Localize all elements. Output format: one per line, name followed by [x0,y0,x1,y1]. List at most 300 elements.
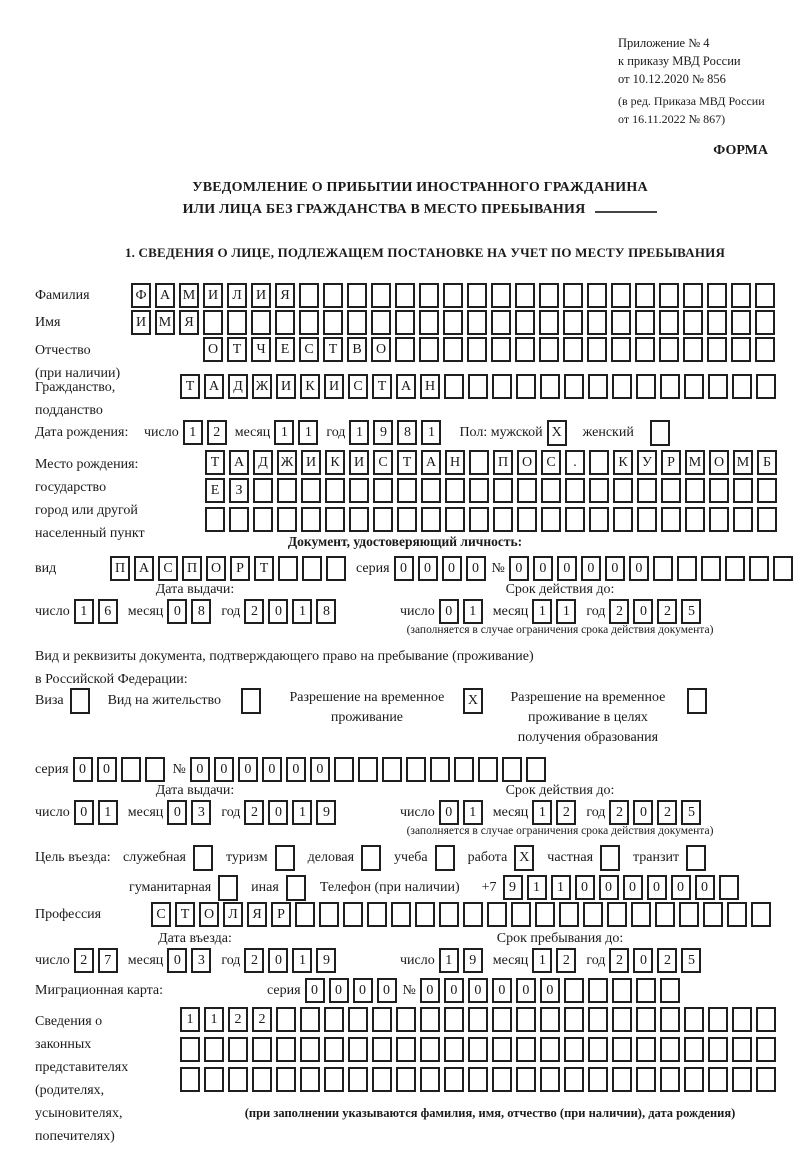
char-box: 0 [73,757,93,782]
char-box [397,507,417,532]
day-label: число [400,805,435,820]
char-box [613,507,633,532]
char-box: 0 [533,556,553,581]
char-box [487,902,507,927]
char-box [564,978,584,1003]
stay-until-row [400,948,701,973]
char-box [612,374,632,399]
entry-purpose-row [35,845,706,871]
form-title-line2: ИЛИ ЛИЦА БЕЗ ГРАЖДАНСТВА В МЕСТО ПРЕБЫВАНИЯ [40,199,800,221]
char-box [358,757,378,782]
day-label: число [35,805,70,820]
female-label: женский [582,425,634,440]
char-box [395,337,415,362]
day-label: число [400,604,435,619]
char-box [334,757,354,782]
char-box: 1 [527,875,547,900]
char-box: 1 [292,948,312,973]
char-box [492,374,512,399]
char-box: 0 [633,948,653,973]
char-box [685,507,705,532]
char-box [323,283,343,308]
char-box: 0 [575,875,595,900]
year-label: год [326,425,346,440]
purpose-checkbox [193,845,213,871]
char-box [467,337,487,362]
char-box [588,978,608,1003]
char-box [563,310,583,335]
char-box [372,1037,392,1062]
char-box: 0 [214,757,234,782]
char-box: Т [323,337,343,362]
char-box: О [206,556,226,581]
char-box [708,1037,728,1062]
char-box [493,478,513,503]
purpose-checkbox: X [514,845,534,871]
residence-permit-label: Вид на жительство [107,693,221,708]
doc-series-label: серия [356,561,390,576]
char-box: 0 [377,978,397,1003]
year-label: год [586,953,606,968]
char-box [228,1067,248,1092]
char-box: С [299,337,319,362]
char-box: 0 [310,757,330,782]
purpose-option-label: туризм [226,850,268,865]
char-box [204,1037,224,1062]
char-box: И [251,283,271,308]
char-box [611,337,631,362]
residence-serial-row [35,757,546,782]
char-box [277,478,297,503]
char-box: 0 [599,875,619,900]
char-box [277,507,297,532]
month-label: месяц [127,953,164,968]
char-box [756,374,776,399]
char-box: 2 [244,800,264,825]
char-box [707,310,727,335]
char-box: Т [372,374,392,399]
residence-series-label: серия [35,762,69,777]
char-box: 2 [609,800,629,825]
char-box [589,478,609,503]
visa-checkbox [70,688,90,714]
char-box: 0 [262,757,282,782]
entry-purpose-options2 [129,875,306,901]
migration-series-boxes [305,978,397,1003]
char-box [731,337,751,362]
char-box: 0 [167,948,187,973]
birthdate-label: Дата рождения: [35,425,129,440]
char-box [540,374,560,399]
char-box [636,1037,656,1062]
char-box [635,310,655,335]
char-box [516,1007,536,1032]
char-box: 1 [556,599,576,624]
char-box: П [182,556,202,581]
name-row [35,310,775,335]
surname-label: Фамилия [35,288,90,303]
char-box [276,1007,296,1032]
char-box [492,1067,512,1092]
year-label: год [221,953,241,968]
char-box [540,1067,560,1092]
char-box: И [131,310,151,335]
char-box: Л [227,283,247,308]
char-box [679,902,699,927]
char-box [227,310,247,335]
char-box: 9 [463,948,483,973]
issue-day-boxes [74,800,118,825]
char-box: 7 [98,948,118,973]
residence-type-row [35,688,707,748]
char-box [612,1067,632,1092]
char-box [468,1007,488,1032]
day-label: число [35,604,70,619]
surname-boxes [131,283,775,308]
char-box [419,337,439,362]
forma-label: ФОРМА [713,143,768,158]
char-box [539,283,559,308]
header-line: (в ред. Приказа МВД России [618,94,765,108]
purpose-option-label: деловая [307,850,355,865]
char-box [371,283,391,308]
char-box [492,1037,512,1062]
char-box [589,507,609,532]
char-box: 0 [268,599,288,624]
char-box [205,507,225,532]
char-box [420,1037,440,1062]
profession-row [35,902,771,927]
char-box [491,337,511,362]
char-box [756,1067,776,1092]
char-box [493,507,513,532]
char-box [636,1067,656,1092]
month-label: месяц [234,425,271,440]
char-box [684,1007,704,1032]
citizenship-row [35,374,776,422]
char-box [636,1007,656,1032]
char-box: 0 [420,978,440,1003]
char-box: 0 [74,800,94,825]
char-box: 1 [532,599,552,624]
char-box [611,283,631,308]
char-box: С [158,556,178,581]
char-box: М [155,310,175,335]
char-box [251,310,271,335]
char-box [655,902,675,927]
char-box [276,1037,296,1062]
residence-permit-checkbox [241,688,261,714]
char-box: 0 [623,875,643,900]
char-box: 5 [681,599,701,624]
char-box [756,1007,776,1032]
month-label: месяц [127,604,164,619]
char-box: 0 [394,556,414,581]
entry-date-heading: Дата въезда: [158,931,232,946]
char-box [396,1007,416,1032]
migration-series-label: серия [267,983,301,998]
char-box [613,478,633,503]
char-box [703,902,723,927]
char-box [444,1037,464,1062]
female-checkbox [650,420,670,446]
char-box [731,310,751,335]
char-box [727,902,747,927]
char-box [540,1007,560,1032]
char-box [324,1037,344,1062]
char-box [541,507,561,532]
expiry-year-boxes [609,599,701,624]
char-box [732,374,752,399]
day-label: число [400,953,435,968]
char-box [612,1007,632,1032]
residence-number-boxes [190,757,546,782]
char-box: 0 [557,556,577,581]
char-box [469,450,489,475]
char-box: 2 [657,948,677,973]
birth-year-boxes [349,420,441,445]
birthplace-boxes-3 [205,507,777,532]
representatives-hint: (при заполнении указываются фамилия, имя, отчество (при наличии), дата рождения) [244,1106,736,1120]
char-box: Ф [131,283,151,308]
char-box [372,1007,392,1032]
char-box: 3 [191,948,211,973]
entry-year-boxes [244,948,336,973]
purpose-checkbox [361,845,381,871]
char-box: 0 [629,556,649,581]
char-box [469,507,489,532]
char-box: И [324,374,344,399]
residence-expiry-date [400,800,701,825]
char-box [660,978,680,1003]
char-box: 1 [421,420,441,445]
char-box [396,1037,416,1062]
char-box: 1 [532,948,552,973]
representatives-boxes-2 [180,1037,776,1062]
char-box: О [371,337,391,362]
char-box [468,1067,488,1092]
char-box: 2 [609,948,629,973]
residence-issue-date [35,800,336,825]
char-box [373,507,393,532]
char-box: О [709,450,729,475]
year-label: год [586,604,606,619]
char-box: 1 [183,420,203,445]
char-box: 1 [463,800,483,825]
birthplace-row3 [205,507,777,532]
representatives-boxes-1 [180,1007,776,1032]
char-box: О [517,450,537,475]
char-box: К [300,374,320,399]
char-box: 2 [657,800,677,825]
char-box [382,757,402,782]
char-box [349,507,369,532]
char-box [373,478,393,503]
char-box [611,310,631,335]
char-box [564,1037,584,1062]
char-box [445,478,465,503]
char-box [516,1067,536,1092]
char-box: А [229,450,249,475]
char-box: 1 [551,875,571,900]
char-box [635,283,655,308]
char-box [588,1007,608,1032]
char-box [253,478,273,503]
char-box: Р [230,556,250,581]
char-box [348,1007,368,1032]
char-box: У [637,450,657,475]
purpose-checkbox [686,845,706,871]
birthplace-boxes-2 [205,478,777,503]
entry-purpose-options [123,845,706,871]
char-box: 8 [191,599,211,624]
year-label: год [586,805,606,820]
surname-row [35,283,775,308]
char-box [607,902,627,927]
char-box [588,374,608,399]
char-box [415,902,435,927]
char-box [203,310,223,335]
char-box: 2 [252,1007,272,1032]
char-box [502,757,522,782]
char-box: Т [227,337,247,362]
char-box [725,556,745,581]
char-box [325,507,345,532]
char-box [732,1007,752,1032]
char-box [371,310,391,335]
char-box [516,374,536,399]
char-box [637,507,657,532]
char-box [372,1067,392,1092]
char-box [278,556,298,581]
char-box [419,283,439,308]
char-box [659,283,679,308]
char-box [540,1037,560,1062]
char-box: А [134,556,154,581]
char-box: 0 [190,757,210,782]
char-box: Я [179,310,199,335]
char-box [677,556,697,581]
char-box: 0 [468,978,488,1003]
char-box: 2 [244,948,264,973]
char-box [733,507,753,532]
phone-label: Телефон (при наличии) [319,880,460,895]
name-label: Имя [35,315,61,330]
header-amendment [618,92,765,128]
char-box [348,1037,368,1062]
char-box [444,1067,464,1092]
char-box: 0 [492,978,512,1003]
char-box [324,1067,344,1092]
char-box: 0 [167,800,187,825]
char-box: Е [275,337,295,362]
char-box [421,507,441,532]
char-box [660,1067,680,1092]
char-box: 0 [268,800,288,825]
char-box [684,1067,704,1092]
header-line: от 16.11.2022 № 867) [618,112,726,126]
char-box [635,337,655,362]
migration-card-label: Миграционная карта: [35,983,164,998]
char-box [773,556,793,581]
char-box [539,337,559,362]
char-box: 2 [657,599,677,624]
char-box [587,310,607,335]
char-box: Я [247,902,267,927]
char-box [420,1007,440,1032]
char-box: 0 [268,948,288,973]
issue-year-boxes [244,800,336,825]
char-box: 0 [439,800,459,825]
char-box [300,1067,320,1092]
char-box [732,1037,752,1062]
patronymic-label: Отчество (при наличии) [35,343,121,381]
char-box [445,507,465,532]
entry-date-row [35,948,336,973]
char-box [515,337,535,362]
purpose-option-label: гуманитарная [129,880,212,895]
char-box: С [151,902,171,927]
char-box: 8 [316,599,336,624]
expiry-date-heading: Срок действия до: [505,783,615,798]
char-box [559,902,579,927]
char-box [421,478,441,503]
char-box: 9 [373,420,393,445]
char-box [660,1007,680,1032]
issue-month-boxes [167,599,211,624]
char-box [684,1037,704,1062]
char-box: 0 [167,599,187,624]
char-box: 1 [349,420,369,445]
char-box [467,310,487,335]
char-box: 1 [298,420,318,445]
char-box: 0 [605,556,625,581]
residence-series-boxes [73,757,165,782]
migration-number-label: № [402,983,416,998]
doc-issue-date [35,599,336,624]
char-box [444,374,464,399]
char-box: А [396,374,416,399]
char-box: П [493,450,513,475]
char-box: 1 [204,1007,224,1032]
char-box: А [421,450,441,475]
expiry-note: (заполняется в случае ограничения срока действия документа) [406,825,714,837]
char-box: Б [757,450,777,475]
char-box [659,337,679,362]
char-box: А [204,374,224,399]
expiry-day-boxes [439,800,483,825]
expiry-day-boxes [439,599,483,624]
birthplace-boxes-1 [205,450,777,475]
representatives-boxes-3 [180,1067,776,1092]
doc-number-boxes [509,556,793,581]
char-box [348,1067,368,1092]
char-box: К [613,450,633,475]
char-box [319,902,339,927]
purpose-option-label: транзит [633,850,680,865]
char-box [661,478,681,503]
char-box: К [325,450,345,475]
char-box: Т [180,374,200,399]
char-box [636,374,656,399]
char-box: 1 [292,599,312,624]
char-box: О [199,902,219,927]
entry-month-boxes [167,948,211,973]
section1-heading: 1. СВЕДЕНИЯ О ЛИЦЕ, ПОДЛЕЖАЩЕМ ПОСТАНОВКЕ НА УЧЕТ ПО МЕСТУ ПРЕБЫВАНИЯ [124,245,726,260]
header-line: от 10.12.2020 № 856 [618,72,726,86]
char-box: И [203,283,223,308]
char-box [454,757,474,782]
